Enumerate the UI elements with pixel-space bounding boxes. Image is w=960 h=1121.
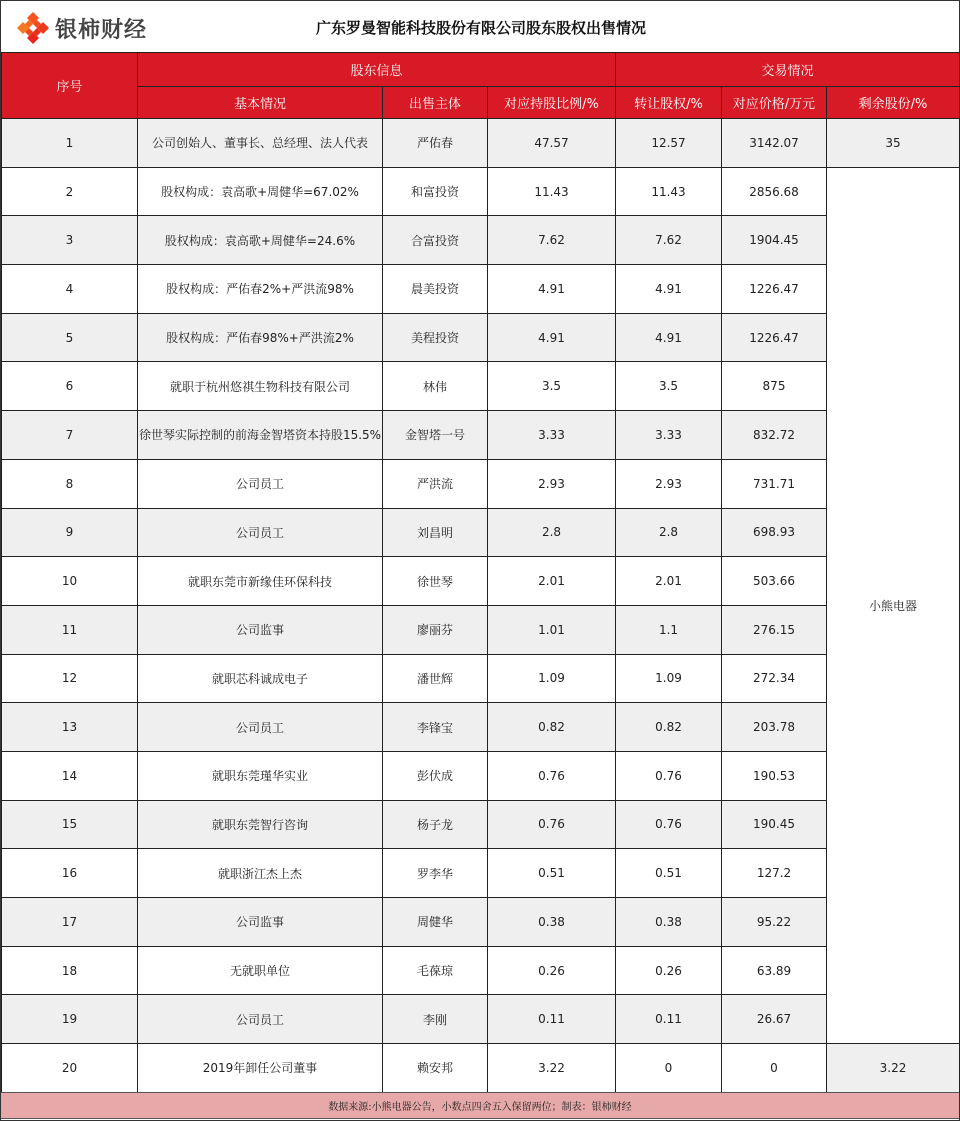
cell-seq: 1 (2, 119, 138, 168)
cell-seq: 14 (2, 751, 138, 800)
cell-basic: 公司员工 (138, 703, 383, 752)
header-bar (1, 1, 959, 52)
cell-price: 272.34 (722, 654, 827, 703)
cell-price: 832.72 (722, 411, 827, 460)
cell-remaining: 35 (827, 119, 960, 168)
cell-price: 731.71 (722, 459, 827, 508)
cell-transfer-pct: 12.57 (616, 119, 722, 168)
cell-price: 503.66 (722, 557, 827, 606)
page-title: 广东罗曼智能科技股份有限公司股东股权出售情况 (315, 19, 646, 37)
table-row (2, 557, 960, 606)
cell-transfer-pct: 7.62 (616, 216, 722, 265)
cell-basic: 就职东莞市新缘佳环保科技 (138, 557, 383, 606)
cell-basic: 股权构成：袁高歌+周健华=24.6% (138, 216, 383, 265)
table-row (2, 995, 960, 1044)
cell-price: 1226.47 (722, 265, 827, 314)
header-price: 对应价格/万元 (722, 87, 827, 119)
cell-transfer-pct: 2.93 (616, 459, 722, 508)
cell-seller: 周健华 (383, 898, 488, 947)
cell-seq: 15 (2, 800, 138, 849)
cell-price: 63.89 (722, 946, 827, 995)
cell-basic: 就职芯科诚成电子 (138, 654, 383, 703)
table-row (2, 751, 960, 800)
cell-seq: 9 (2, 508, 138, 557)
cell-price: 3142.07 (722, 119, 827, 168)
cell-holding-pct: 3.33 (488, 411, 616, 460)
cell-basic: 公司员工 (138, 508, 383, 557)
cell-seq: 18 (2, 946, 138, 995)
cell-seq: 7 (2, 411, 138, 460)
cell-basic: 股权构成：严佑春98%+严洪流2% (138, 313, 383, 362)
table-row (2, 703, 960, 752)
table-row (2, 654, 960, 703)
cell-price: 203.78 (722, 703, 827, 752)
cell-seller: 刘昌明 (383, 508, 488, 557)
cell-seller: 罗李华 (383, 849, 488, 898)
cell-holding-pct: 0.26 (488, 946, 616, 995)
table-row (2, 605, 960, 654)
cell-holding-pct: 3.22 (488, 1044, 616, 1093)
cell-basic: 无就职单位 (138, 946, 383, 995)
shareholder-table (1, 52, 960, 1093)
cell-price: 875 (722, 362, 827, 411)
cell-transfer-pct: 2.8 (616, 508, 722, 557)
table-row (2, 1044, 960, 1093)
cell-basic: 股权构成：袁高歌+周健华=67.02% (138, 167, 383, 216)
table-row (2, 946, 960, 995)
cell-price: 190.45 (722, 800, 827, 849)
table-row (2, 898, 960, 947)
cell-seller: 和富投资 (383, 167, 488, 216)
table-row (2, 265, 960, 314)
cell-price: 1226.47 (722, 313, 827, 362)
header-shareholder-info: 股东信息 (138, 53, 616, 87)
cell-seq: 10 (2, 557, 138, 606)
cell-price: 0 (722, 1044, 827, 1093)
cell-seller: 严佑春 (383, 119, 488, 168)
cell-seq: 12 (2, 654, 138, 703)
cell-basic: 公司创始人、董事长、总经理、法人代表 (138, 119, 383, 168)
cell-price: 127.2 (722, 849, 827, 898)
header-holding-pct: 对应持股比例/% (488, 87, 616, 119)
header-transfer-pct: 转让股权/% (616, 87, 722, 119)
cell-seller: 美程投资 (383, 313, 488, 362)
brand-name: 银柿财经 (55, 17, 148, 43)
cell-transfer-pct: 0.38 (616, 898, 722, 947)
cell-transfer-pct: 0 (616, 1044, 722, 1093)
cell-holding-pct: 0.76 (488, 800, 616, 849)
cell-holding-pct: 0.11 (488, 995, 616, 1044)
cell-transfer-pct: 0.26 (616, 946, 722, 995)
cell-basic: 就职东莞智行咨询 (138, 800, 383, 849)
cell-holding-pct: 2.93 (488, 459, 616, 508)
cell-seller: 严洪流 (383, 459, 488, 508)
cell-seq: 13 (2, 703, 138, 752)
cell-seq: 16 (2, 849, 138, 898)
cell-seller: 林伟 (383, 362, 488, 411)
cell-price: 698.93 (722, 508, 827, 557)
table-row (2, 849, 960, 898)
cell-transfer-pct: 0.76 (616, 751, 722, 800)
cell-seq: 8 (2, 459, 138, 508)
cell-holding-pct: 0.38 (488, 898, 616, 947)
cell-price: 2856.68 (722, 167, 827, 216)
cell-basic: 就职浙江杰上杰 (138, 849, 383, 898)
cell-basic: 就职于杭州悠祺生物科技有限公司 (138, 362, 383, 411)
cell-holding-pct: 0.76 (488, 751, 616, 800)
cell-holding-pct: 1.01 (488, 605, 616, 654)
cell-price: 276.15 (722, 605, 827, 654)
cell-seq: 3 (2, 216, 138, 265)
cell-price: 95.22 (722, 898, 827, 947)
cell-holding-pct: 4.91 (488, 313, 616, 362)
cell-basic: 股权构成：严佑春2%+严洪流98% (138, 265, 383, 314)
cell-holding-pct: 0.51 (488, 849, 616, 898)
cell-basic: 公司监事 (138, 898, 383, 947)
cell-basic: 公司员工 (138, 459, 383, 508)
cell-seller: 毛葆琼 (383, 946, 488, 995)
table-row (2, 459, 960, 508)
cell-seller: 晨美投资 (383, 265, 488, 314)
cell-remaining: 3.22 (827, 1044, 960, 1093)
cell-seller: 李刚 (383, 995, 488, 1044)
table-row (2, 800, 960, 849)
table-row (2, 216, 960, 265)
cell-seq: 11 (2, 605, 138, 654)
cell-transfer-pct: 1.09 (616, 654, 722, 703)
cell-holding-pct: 7.62 (488, 216, 616, 265)
cell-seller: 彭伏成 (383, 751, 488, 800)
cell-seller: 李锋宝 (383, 703, 488, 752)
header-basic: 基本情况 (138, 87, 383, 119)
cell-holding-pct: 2.8 (488, 508, 616, 557)
table-row (2, 411, 960, 460)
cell-seller: 杨子龙 (383, 800, 488, 849)
cell-transfer-pct: 11.43 (616, 167, 722, 216)
header-seq: 序号 (2, 53, 138, 119)
cell-basic: 就职东莞瑾华实业 (138, 751, 383, 800)
cell-transfer-pct: 0.82 (616, 703, 722, 752)
cell-price: 190.53 (722, 751, 827, 800)
cell-holding-pct: 1.09 (488, 654, 616, 703)
cell-holding-pct: 4.91 (488, 265, 616, 314)
cell-holding-pct: 3.5 (488, 362, 616, 411)
cell-basic: 2019年卸任公司董事 (138, 1044, 383, 1093)
cell-transfer-pct: 4.91 (616, 265, 722, 314)
cell-transfer-pct: 1.1 (616, 605, 722, 654)
cell-transfer-pct: 2.01 (616, 557, 722, 606)
cell-seq: 19 (2, 995, 138, 1044)
cell-seq: 4 (2, 265, 138, 314)
header-seller: 出售主体 (383, 87, 488, 119)
cell-holding-pct: 47.57 (488, 119, 616, 168)
cell-price: 1904.45 (722, 216, 827, 265)
cell-price: 26.67 (722, 995, 827, 1044)
cell-basic: 徐世琴实际控制的前海金智塔资本持股15.5% (138, 411, 383, 460)
cell-transfer-pct: 4.91 (616, 313, 722, 362)
header-remaining: 剩余股份/% (827, 87, 960, 119)
table-row (2, 167, 960, 216)
cell-holding-pct: 0.82 (488, 703, 616, 752)
cell-seq: 20 (2, 1044, 138, 1093)
cell-transfer-pct: 0.76 (616, 800, 722, 849)
table-row (2, 362, 960, 411)
cell-basic: 公司员工 (138, 995, 383, 1044)
cell-seq: 6 (2, 362, 138, 411)
cell-seller: 潘世辉 (383, 654, 488, 703)
cell-seq: 5 (2, 313, 138, 362)
source-footer: 数据来源:小熊电器公告，小数点四舍五入保留两位；制表：银柿财经 (1, 1092, 959, 1119)
table-row (2, 313, 960, 362)
cell-basic: 公司监事 (138, 605, 383, 654)
cell-seller: 合富投资 (383, 216, 488, 265)
cell-holding-pct: 11.43 (488, 167, 616, 216)
cell-seq: 2 (2, 167, 138, 216)
cell-transfer-pct: 3.33 (616, 411, 722, 460)
cell-transfer-pct: 0.51 (616, 849, 722, 898)
cell-seq: 17 (2, 898, 138, 947)
cell-transfer-pct: 0.11 (616, 995, 722, 1044)
table-row (2, 119, 960, 168)
cell-seller: 赖安邦 (383, 1044, 488, 1093)
header-transaction-info: 交易情况 (616, 53, 960, 87)
table-row (2, 508, 960, 557)
cell-seller: 金智塔一号 (383, 411, 488, 460)
cell-remaining-merged: 小熊电器 (827, 167, 960, 1043)
cell-transfer-pct: 3.5 (616, 362, 722, 411)
cell-holding-pct: 2.01 (488, 557, 616, 606)
cell-seller: 廖丽芬 (383, 605, 488, 654)
cell-seller: 徐世琴 (383, 557, 488, 606)
